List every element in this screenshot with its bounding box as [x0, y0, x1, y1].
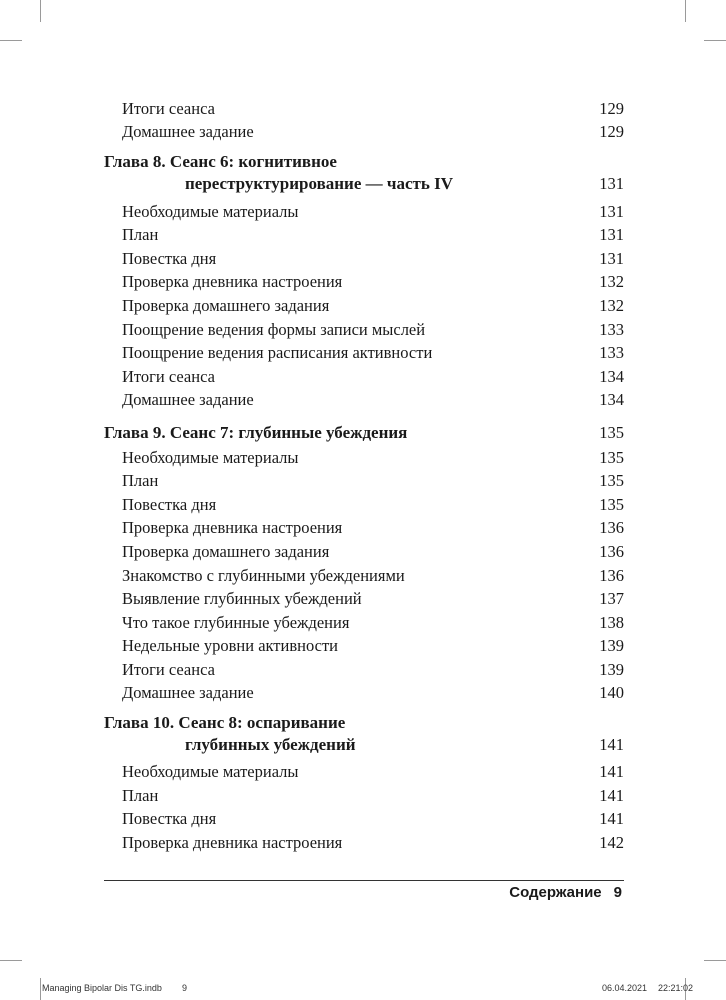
toc-entry-label: Что такое глубинные убеждения [122, 613, 350, 632]
chapter-heading-line [104, 174, 624, 194]
slug-file: Managing Bipolar Dis TG.indb [42, 983, 162, 993]
slug-time: 22:21:02 [658, 983, 694, 993]
toc-entry [104, 542, 624, 562]
toc-entry [104, 809, 624, 829]
chapter-heading: Глава 8. Сеанс 6: когнитивное [104, 152, 337, 171]
toc-entry-label: Необходимые материалы [122, 202, 299, 221]
toc-entry-label: Знакомство с глубинными убеждениями [122, 566, 405, 585]
crop-mark [0, 40, 22, 41]
toc-entry-page: 140 [599, 683, 624, 702]
toc-entry-page: 139 [599, 660, 624, 679]
toc-entry [104, 495, 624, 515]
toc-entry [104, 589, 624, 609]
crop-mark [685, 0, 686, 22]
toc-entry-page: 133 [599, 343, 624, 362]
toc-entry [104, 833, 624, 853]
toc-entry [104, 225, 624, 245]
slug-sheet: 9 [182, 983, 188, 993]
toc-entry [104, 448, 624, 468]
chapter-heading-cont: переструктурирование — часть IV [185, 174, 454, 193]
toc-entry-label: Необходимые материалы [122, 448, 299, 467]
toc-entry-label: План [122, 786, 159, 805]
toc-entry-page: 134 [599, 390, 624, 409]
toc-entry [104, 272, 624, 292]
crop-mark [40, 0, 41, 22]
crop-mark [704, 960, 726, 961]
toc-entry-page: 129 [599, 99, 624, 118]
toc-entry-label: Домашнее задание [122, 122, 254, 141]
toc-entry-page: 136 [599, 518, 624, 537]
toc-entry-page: 131 [599, 225, 624, 244]
toc-entry [104, 471, 624, 491]
toc-entry-page: 132 [599, 272, 624, 291]
toc-entry-page: 134 [599, 367, 624, 386]
toc-entry [104, 122, 624, 142]
toc-entry-label: Итоги сеанса [122, 367, 215, 386]
toc-entry [104, 296, 624, 316]
toc-entry-page: 129 [599, 122, 624, 141]
toc-entry-label: Поощрение ведения расписания активности [122, 343, 433, 362]
toc-entry [104, 249, 624, 269]
toc-entry-page: 142 [599, 833, 624, 852]
slug-date: 06.04.2021 [602, 983, 648, 993]
toc-entry-page: 135 [599, 448, 624, 467]
toc-entry-page: 139 [599, 636, 624, 655]
toc-entry-label: Проверка дневника настроения [122, 833, 343, 852]
toc-entry [104, 613, 624, 633]
toc-entry-page: 136 [599, 542, 624, 561]
toc-entry [104, 636, 624, 656]
chapter-heading-cont: глубинных убеждений [185, 735, 356, 754]
toc-entry-label: План [122, 471, 159, 490]
toc-entry-label: Проверка дневника настроения [122, 272, 343, 291]
toc-entry-label: Итоги сеанса [122, 660, 215, 679]
chapter-heading: Глава 9. Сеанс 7: глубинные убеждения [104, 423, 408, 442]
toc-entry-page: 133 [599, 320, 624, 339]
toc-entry-label: Проверка домашнего задания [122, 296, 330, 315]
toc-entry-label: Проверка дневника настроения [122, 518, 343, 537]
toc-entry-page: 141 [599, 809, 624, 828]
footer-rule [104, 880, 624, 881]
toc-entry [104, 367, 624, 387]
toc-entry [104, 683, 624, 703]
toc-entry-page: 141 [599, 786, 624, 805]
toc-entry-label: Необходимые материалы [122, 762, 299, 781]
running-footer [509, 884, 622, 901]
toc-entry-label: Домашнее задание [122, 683, 254, 702]
toc-entry-label: Повестка дня [122, 249, 217, 268]
toc-entry-page: 131 [599, 202, 624, 221]
crop-mark [704, 40, 726, 41]
toc-entry [104, 320, 624, 340]
toc-entry [104, 762, 624, 782]
footer-section-title: Содержание [509, 884, 602, 901]
toc-entry [104, 518, 624, 538]
toc-entry-page: 135 [599, 471, 624, 490]
toc-entry-page: 136 [599, 566, 624, 585]
toc-entry-label: Поощрение ведения формы записи мыслей [122, 320, 426, 339]
toc-entry-label: Повестка дня [122, 495, 217, 514]
toc-entry-label: Недельные уровни активности [122, 636, 338, 655]
toc-entry-page: 141 [599, 735, 624, 754]
toc-entry-page: 137 [599, 589, 624, 608]
chapter-heading: Глава 10. Сеанс 8: оспаривание [104, 713, 346, 732]
toc-entry-page: 135 [599, 423, 624, 442]
footer-page-number: 9 [613, 884, 622, 901]
toc-entry [104, 660, 624, 680]
toc-entry-page: 131 [599, 174, 624, 193]
toc-entry-label: План [122, 225, 159, 244]
toc-entry-label: Повестка дня [122, 809, 217, 828]
toc-entry [104, 343, 624, 363]
chapter-heading-line [104, 735, 624, 755]
toc-entry [104, 202, 624, 222]
toc-entry-label: Домашнее задание [122, 390, 254, 409]
toc-entry [104, 99, 624, 119]
chapter-heading-line [104, 423, 624, 443]
toc-entry [104, 566, 624, 586]
toc-entry-label: Итоги сеанса [122, 99, 215, 118]
toc-entry-page: 132 [599, 296, 624, 315]
toc-entry-label: Проверка домашнего задания [122, 542, 330, 561]
toc-entry-page: 131 [599, 249, 624, 268]
toc-entry [104, 390, 624, 410]
toc-entry-page: 138 [599, 613, 624, 632]
crop-mark [0, 960, 22, 961]
toc-entry-label: Выявление глубинных убеждений [122, 589, 362, 608]
toc-entry-page: 141 [599, 762, 624, 781]
toc-entry [104, 786, 624, 806]
crop-mark [40, 978, 41, 1000]
toc-entry-page: 135 [599, 495, 624, 514]
